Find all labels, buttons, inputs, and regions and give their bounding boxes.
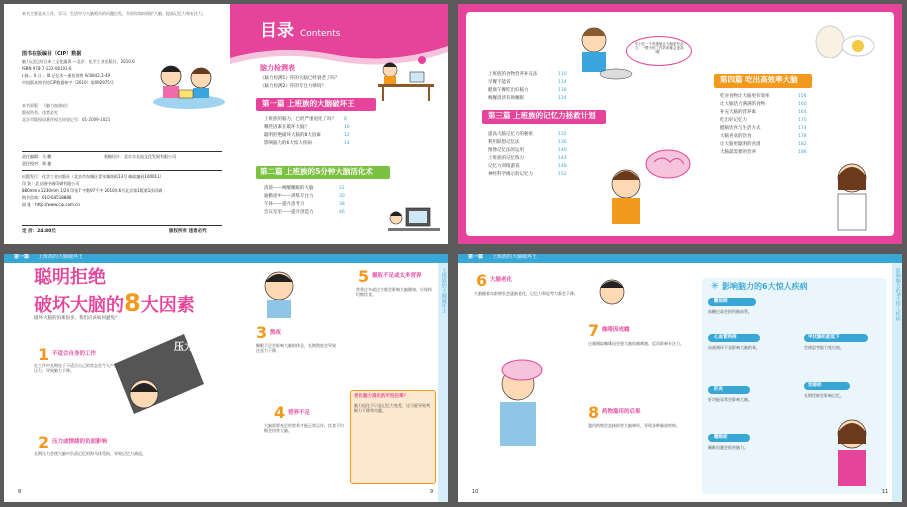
chapter-tab-text: 上班族的大脑破坏王 [38, 254, 84, 260]
toc-link[interactable]: 午休——提升思考力 [264, 202, 305, 207]
page-number: 9 [430, 489, 434, 495]
factor-body: 长期压力会使大脑中负责记忆的海马体受损，导致记忆力减退。 [34, 451, 146, 456]
toc-page: 156 [798, 94, 807, 99]
factor-body: 睡眠不足会影响大脑的休息，长期熬夜会导致注意力下降。 [256, 343, 336, 353]
tip-title: 老化脑力退化的可怕后果？ [354, 394, 408, 399]
section-title[interactable]: 第四篇 吃出高效率大脑 [720, 75, 798, 84]
page-intro: 破坏大脑的因素很多，我们应该如何避免？ [34, 316, 120, 321]
publisher-line: 购书咨询：010-64518888 [22, 195, 72, 200]
chapter-tab-number: 第一篇 [468, 254, 484, 260]
toc-page: 10 [344, 125, 350, 130]
factor-body: 滥用药物会直接损害大脑神经，导致各种脑部疾病。 [588, 423, 680, 428]
cip-line: 脑力记忆法/日本三文化编著.—北京：化学工业出版社，2010.6 [22, 59, 135, 64]
intro-paragraph: 本书主要是从工作、学习、生活中与大脑相关的问题出发，告诉你如何保护大脑、提高记忆力和专注力。 [22, 11, 206, 16]
toc-link[interactable]: 《脑力检测2》你的专注力够吗？ [260, 84, 326, 89]
toc-link[interactable]: 通勤途中——训练专注力 [264, 194, 314, 199]
toc-link[interactable]: 上班族的脑力，已经严重退化了吗？ [264, 117, 336, 122]
factor-body: 营养过多或过少都会影响大脑健康，应保持均衡饮食。 [356, 287, 432, 297]
page-number: 11 [882, 489, 889, 495]
woman-holding-head-illustration [822, 414, 882, 490]
disease-body: 血液循环不良影响大脑供氧。 [708, 345, 760, 350]
publisher-line: 880mm×1230mm 1/24 印张7 字数97千字 2010年6月北京第1版第1次印刷 [22, 188, 163, 193]
factor-number: 6 [476, 271, 488, 290]
toc-link[interactable]: 上班族的记忆练习 [488, 156, 524, 161]
disease-name: 甲状腺机能低下 [808, 335, 840, 340]
toc-link[interactable]: 健康午餐吃出好脑力 [488, 88, 529, 93]
credit-line: 责任编辑：马 鹏 [22, 154, 52, 159]
toc-link[interactable]: 影响脑力的6大惊人疾病 [264, 141, 312, 146]
book-page-6-diseases [458, 254, 902, 502]
book-page-toc-continued [458, 4, 902, 244]
factor-number: 3 [256, 323, 268, 342]
toc-page: 30 [339, 194, 345, 199]
toc-title-en: Contents [300, 29, 341, 39]
factor-number: 5 [358, 267, 370, 286]
toc-link[interactable]: 提高大脑记忆力的秘密 [488, 132, 533, 137]
cip-line: I.脑… II.日… III.记忆术—通俗读物 IV.B842.3-49 [22, 73, 111, 78]
section-title[interactable]: 第二篇 上班族的5分钟大脑活化术 [260, 167, 373, 176]
book-page-8-factors [4, 254, 448, 502]
toc-title: 目录 [260, 21, 294, 41]
publisher-line: 出版发行：化学工业出版社（北京市东城区青年湖南街13号 邮政编码100011） [22, 174, 164, 179]
factor-number: 2 [38, 433, 50, 452]
cip-line: 中国版本图书馆CIP数据核字（2010）第092975号 [22, 80, 114, 85]
disease-name: 睡眠症 [714, 435, 728, 440]
toc-page: 170 [798, 118, 807, 123]
toc-page: 110 [558, 72, 567, 77]
toc-link[interactable]: 补充大脑的营养素 [720, 110, 756, 115]
price: 定 价：24.80元 [22, 229, 56, 234]
factor-number: 4 [274, 403, 286, 422]
toc-page: 124 [558, 96, 567, 101]
toc-link[interactable]: 会议室里——提升创造力 [264, 210, 314, 215]
toc-link[interactable]: 大脑喜欢的饮食 [720, 134, 752, 139]
toc-page: 182 [798, 142, 807, 147]
disease-body: 睡眠问题会损害脑力。 [708, 445, 748, 450]
disease-panel-title: 影响脑力的6大惊人疾病 [722, 282, 808, 291]
toc-page: 164 [798, 110, 807, 115]
eggs-illustration [808, 18, 878, 58]
toc-link[interactable]: 吃对食物让大脑更有效率 [720, 94, 770, 99]
factor-body: 大脑随着年龄增长会逐渐老化，记忆力和思考力都会下降。 [474, 291, 578, 296]
toc-page: 12 [344, 133, 350, 138]
toc-page: 174 [798, 126, 807, 131]
toc-page: 38 [339, 202, 345, 207]
toc-page: 132 [558, 132, 567, 137]
toc-page: 136 [558, 140, 567, 145]
publisher-line: 印 装：北京画中画印刷有限公司 [22, 181, 80, 186]
toc-page: 160 [798, 102, 807, 107]
factor-title: 营养不足 [288, 410, 311, 416]
cip-title: 图书在版编目（CIP）数据 [22, 51, 82, 57]
toc-link[interactable]: 哪些因素在破坏大脑？ [264, 125, 309, 130]
old-man-illustration [478, 354, 558, 454]
chapter-tab-number: 第一篇 [14, 254, 30, 260]
toc-link[interactable]: 晚餐清淡有助睡眠 [488, 96, 524, 101]
rights-notice: 版权所有 违者必究 [169, 229, 207, 234]
factor-body: 过量摄取咖啡因会使大脑依赖刺激，反而影响专注力。 [588, 341, 684, 346]
toc-page: 46 [339, 210, 345, 215]
disease-name: 糖尿病 [714, 299, 728, 304]
toc-link[interactable]: 清晨——唤醒睡眠的大脑 [264, 186, 314, 191]
toc-link[interactable]: 记忆力训练游戏 [488, 164, 520, 169]
toc-link[interactable]: 聪明拒绝破坏大脑的8大因素 [264, 133, 321, 138]
toc-page: 114 [558, 80, 567, 85]
coffee-man-illustration [592, 274, 632, 314]
toc-link[interactable]: 让大脑活力满满的食物 [720, 102, 765, 107]
toc-page: 140 [558, 148, 567, 153]
chapter-tab-text: 上班族的大脑破坏王 [492, 254, 538, 260]
disease-name: 忧郁症 [808, 383, 822, 388]
factor-title: 压力或情绪的负面影响 [52, 439, 108, 445]
toc-page: 178 [798, 134, 807, 139]
factor-title: 大脑老化 [490, 277, 513, 283]
lady-with-brain-illustration [588, 144, 698, 230]
toc-page: 186 [798, 150, 807, 155]
toc-page: 148 [558, 164, 567, 169]
factor-title: 药物滥用的后果 [602, 409, 641, 415]
factor-title: 摄取不足或太多营养 [372, 273, 422, 279]
disease-body: 长期忧郁会影响记忆。 [804, 393, 844, 398]
toc-page: 152 [558, 172, 567, 177]
test-heading: 脑力检测表 [260, 64, 295, 72]
toc-link[interactable]: 让大脑更聪明的食谱 [720, 142, 761, 147]
side-chapter-text: 上班族的大脑破坏王 [440, 268, 447, 313]
toc-page: 14 [344, 141, 350, 146]
book-page-copyright-toc [4, 4, 448, 244]
divider [22, 225, 222, 226]
disease-body: 肝功能异常会影响大脑。 [708, 397, 752, 402]
section-title[interactable]: 第一篇 上班族的大脑破坏王 [262, 99, 355, 108]
mid-line: 北京市版权局著作权合同登记号：01-2009-1021 [22, 117, 111, 122]
factor-number: 1 [38, 345, 50, 364]
page-number: 10 [472, 489, 479, 495]
mid-line: 本书原版：《脑力加油站》 [22, 103, 70, 108]
factor-number: 7 [588, 321, 600, 340]
pressure-label: 压力 [174, 342, 194, 353]
factor-body: 在工作中长期处于不适合自己的状态会令人产生压力，导致脑力下降。 [34, 363, 118, 373]
credit-line: 责任校对：郑 捷 [22, 161, 52, 166]
factor-body: 大脑需要充足的营养才能正常运作，饮食不均衡会伤害大脑。 [264, 423, 344, 433]
toc-link[interactable]: 神经科学揭示的记忆力 [488, 172, 533, 177]
toc-page: 8 [344, 117, 347, 122]
toc-link[interactable]: 利用联想记忆法 [488, 140, 520, 145]
desk-worker-illustration [372, 54, 438, 102]
man-under-pressure-illustration [104, 324, 214, 420]
toc-link[interactable]: 《脑力检测1》你的大脑已经衰老了吗？ [260, 76, 340, 81]
asterisk-icon: ✳ [710, 280, 720, 292]
toc-page: 22 [339, 186, 345, 191]
credit-line: 装帧设计：北京水长流文化发展有限公司 [104, 154, 176, 159]
tip-body: 脑力退化不只是记忆力变差，还可能导致判断力下降等问题。 [354, 403, 430, 413]
toc-page: 144 [558, 156, 567, 161]
divider [22, 170, 222, 171]
tired-man-illustration [254, 266, 304, 320]
page-number: 8 [18, 489, 22, 495]
factor-title: 咖啡因成瘾 [602, 327, 630, 333]
page-title-line1: 聪明拒绝 [34, 267, 106, 288]
toc-link[interactable]: 健脑饮食与生活方式 [720, 126, 761, 131]
computer-worker-illustration [384, 204, 444, 242]
boy-eating-illustration [568, 18, 638, 86]
bubble-text: 早上吃一个鸡蛋能让大脑更有活力，一整天的工作效率都会更高哦！ [634, 42, 684, 55]
toc-link[interactable]: 大脑最需要的营养 [720, 150, 756, 155]
publisher-line: 网 址：http://www.cip.com.cn [22, 202, 80, 207]
disease-name: 肝炎 [714, 387, 723, 392]
page-title-line2: 破坏大脑的8大因素 [34, 289, 195, 317]
factor-title: 不适合自身的工作 [52, 351, 97, 357]
toc-page: 118 [558, 88, 567, 93]
thinking-woman-illustration [818, 154, 888, 234]
mid-line: 版权所有，违者必究 [22, 110, 58, 115]
disease-body: 会使思考能力变迟钝。 [804, 345, 844, 350]
section-title[interactable]: 第三篇 上班族的记忆力拯救计划 [488, 111, 596, 120]
factor-number: 8 [588, 403, 600, 422]
reading-children-illustration [149, 56, 229, 110]
toc-link[interactable]: 早餐不能省 [488, 80, 511, 85]
factor-title: 熬夜 [270, 330, 282, 336]
disease-body: 血糖过高会损伤脑血管。 [708, 309, 752, 314]
divider [22, 151, 222, 152]
disease-name: 心血管疾病 [714, 335, 737, 340]
toc-link[interactable]: 图像记忆法的运用 [488, 148, 524, 153]
side-chapter-text: 影响脑力的6大惊人疾病 [894, 268, 901, 322]
toc-link[interactable]: 上班族的食物营养补充法 [488, 72, 538, 77]
cip-line: ISBN 978-7-122-08101-6 [22, 66, 72, 71]
toc-link[interactable]: 吃出好记忆力 [720, 118, 747, 123]
